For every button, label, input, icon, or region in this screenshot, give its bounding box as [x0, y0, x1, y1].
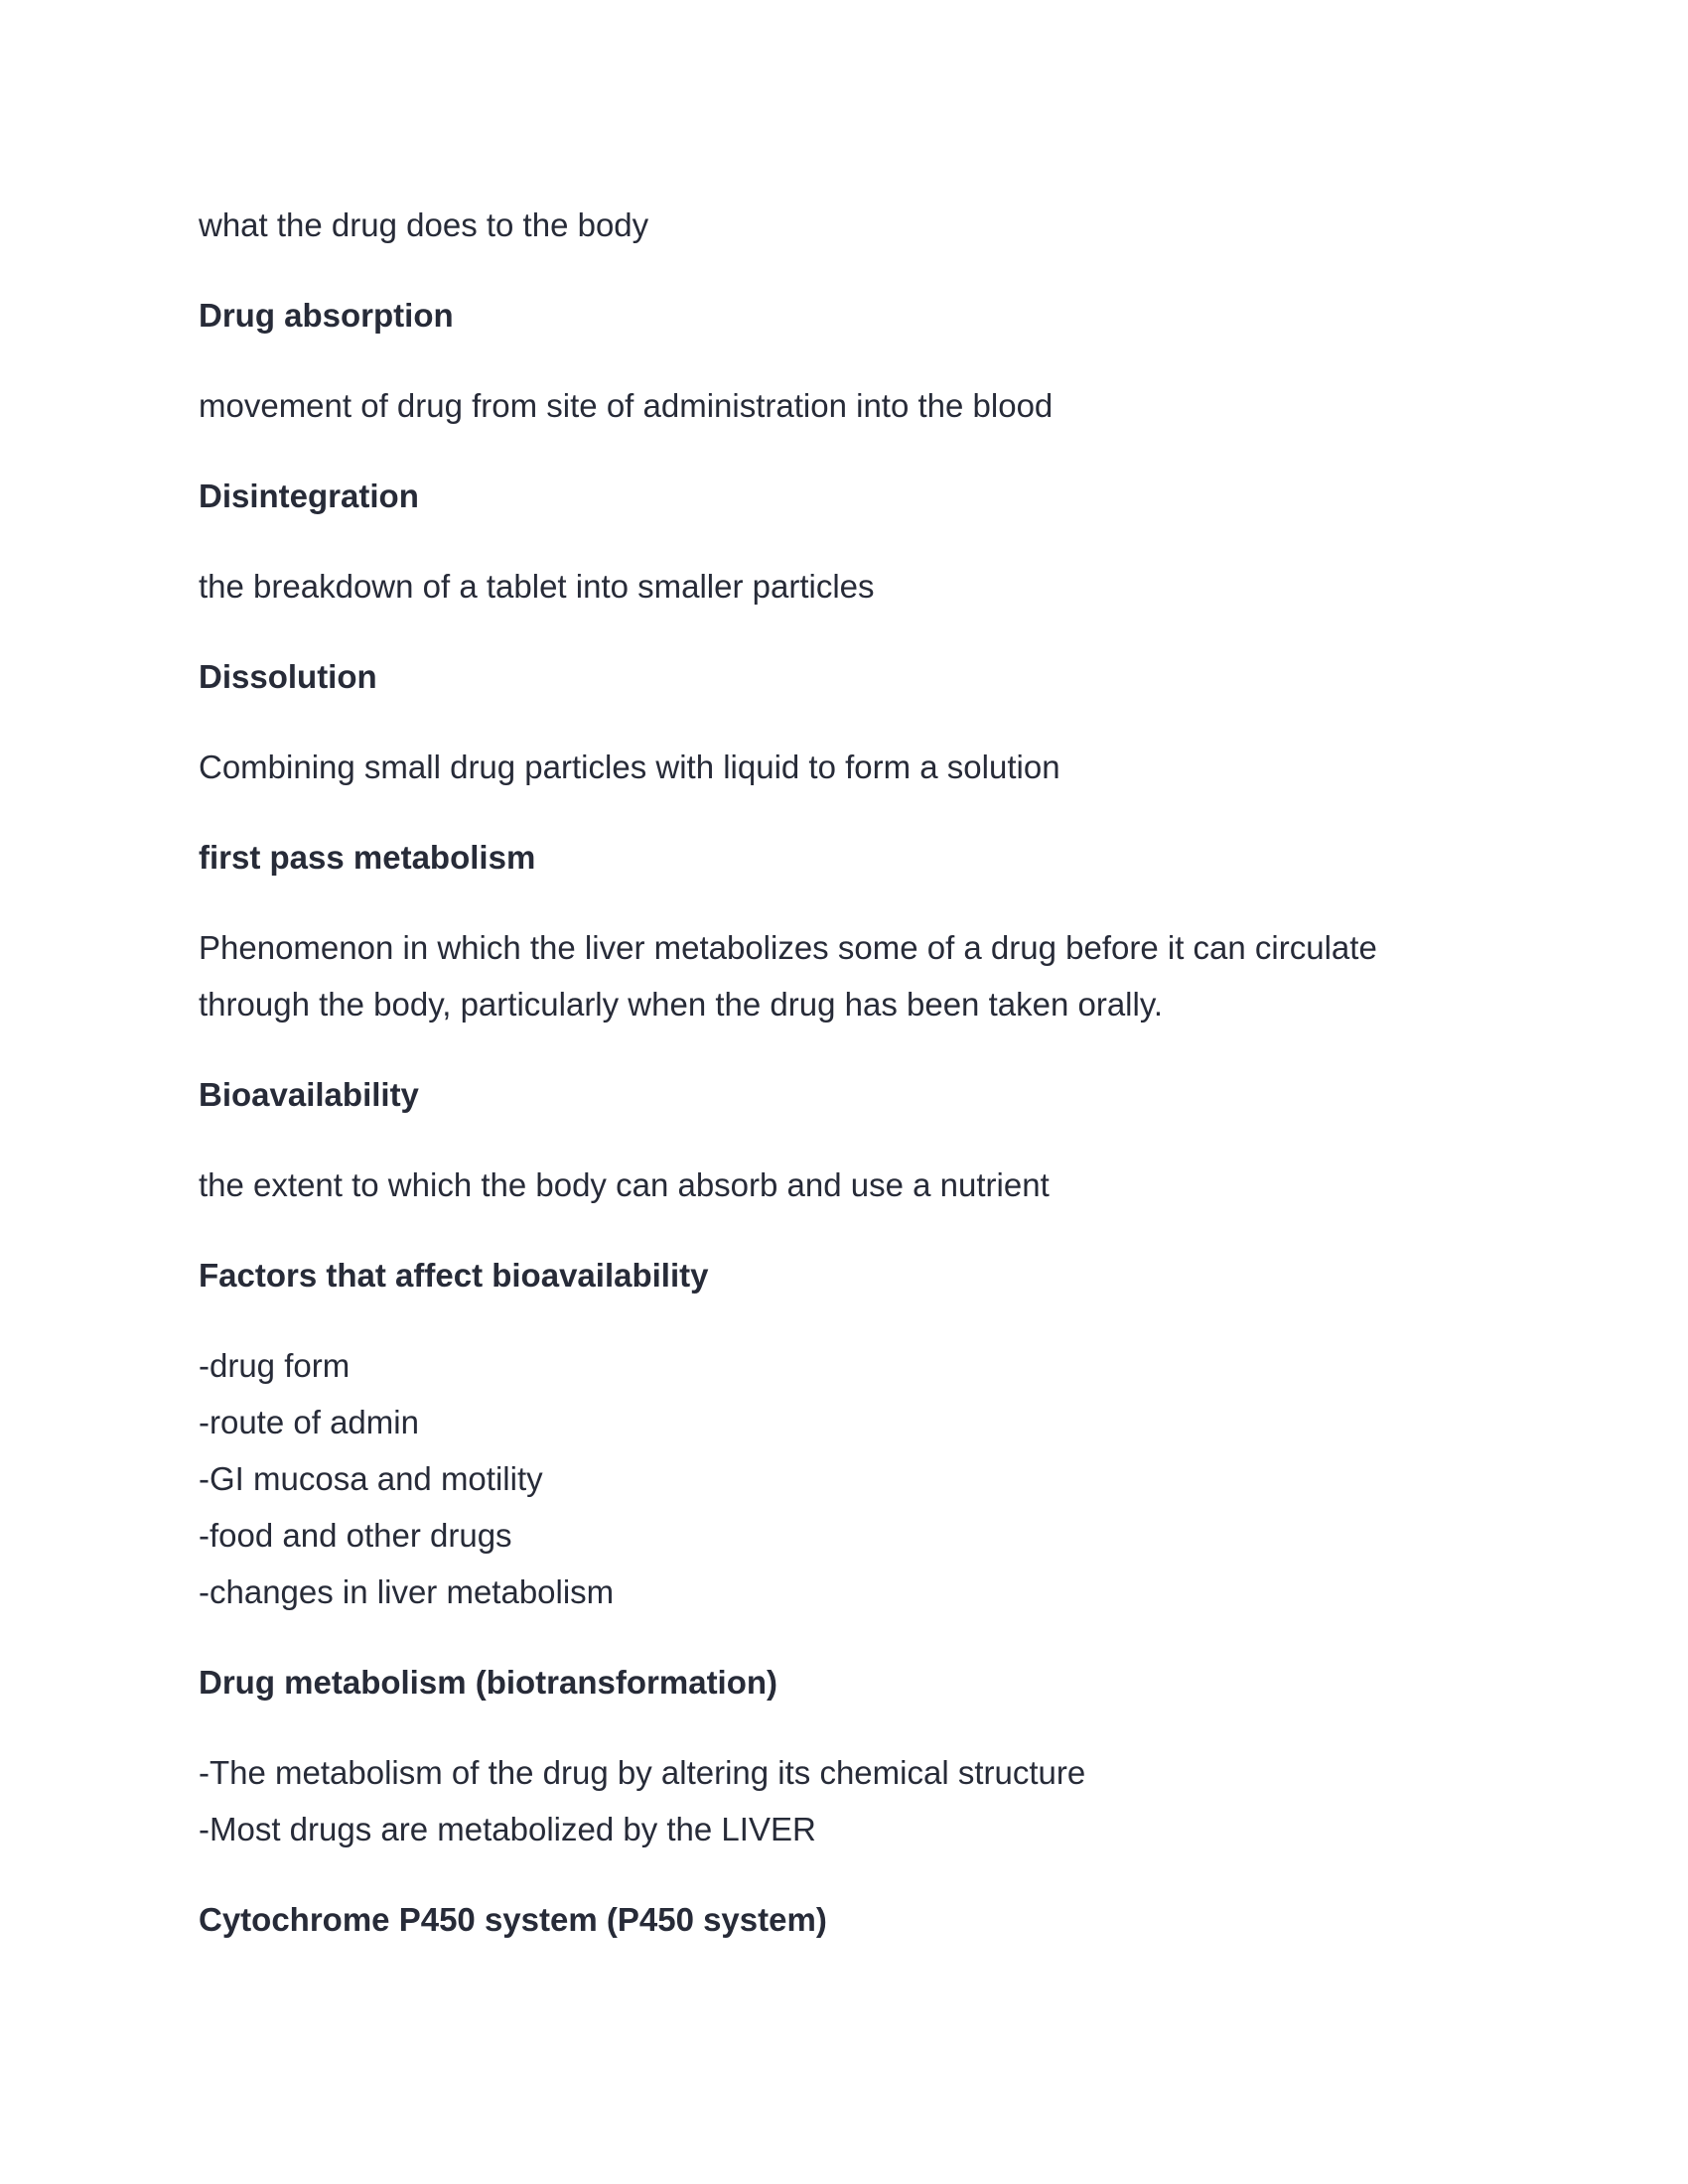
definition-line: -The metabolism of the drug by altering its chemical structure [199, 1754, 1086, 1791]
definition-line: -changes in liver metabolism [199, 1573, 615, 1610]
term-heading: Factors that affect bioavailability [199, 1257, 709, 1294]
definition-line: Combining small drug particles with liquid to form a solution [199, 749, 1060, 785]
definition-text [199, 197, 1489, 253]
definition-line: what the drug does to the body [199, 206, 649, 243]
definition-line: movement of drug from site of administration into the blood [199, 387, 1054, 424]
definition-line: the breakdown of a tablet into smaller particles [199, 568, 875, 605]
term-heading: Bioavailability [199, 1076, 419, 1113]
term-heading: Drug absorption [199, 297, 454, 334]
definition-line: -Most drugs are metabolized by the LIVER [199, 1811, 816, 1847]
definition-line: through the body, particularly when the drug has been taken orally. [199, 986, 1164, 1023]
definition-text [199, 558, 1489, 614]
term-heading: first pass metabolism [199, 839, 536, 876]
document-page [199, 197, 1489, 1948]
definition-text [199, 919, 1489, 1032]
definition-line: the extent to which the body can absorb and use a nutrient [199, 1166, 1050, 1203]
term-heading: Cytochrome P450 system (P450 system) [199, 1901, 827, 1938]
definition-line: Phenomenon in which the liver metabolizes some of a drug before it can circulate [199, 929, 1377, 966]
term-heading: Drug metabolism (biotransformation) [199, 1664, 778, 1701]
definition-text [199, 1744, 1489, 1857]
definition-line: -route of admin [199, 1404, 419, 1440]
definition-text [199, 739, 1489, 795]
term-heading: Dissolution [199, 658, 377, 695]
definition-line: -GI mucosa and motility [199, 1460, 543, 1497]
definition-line: -drug form [199, 1347, 351, 1384]
definition-text [199, 1337, 1489, 1620]
definition-text [199, 1157, 1489, 1213]
definition-text [199, 377, 1489, 434]
definition-line: -food and other drugs [199, 1517, 512, 1554]
term-heading: Disintegration [199, 478, 419, 514]
